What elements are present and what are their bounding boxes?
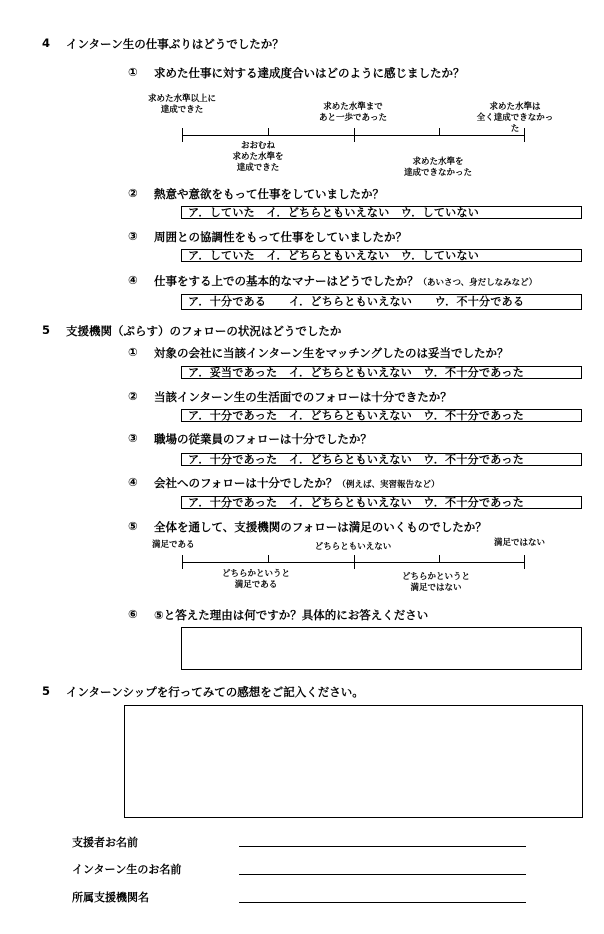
s5-q4-text: 会社へのフォローは十分でしたか？	[154, 476, 338, 490]
section4-number: 4	[42, 36, 51, 50]
s5-q2-answer-options[interactable]: ア．十分であった イ．どちらともいえない ウ．不十分であった	[181, 409, 582, 422]
s5-q4-question	[154, 475, 439, 491]
s4-q4-note: （あいさつ、身だしなみなど）	[418, 278, 538, 288]
s4-scale-label-4: 求めた水準を 達成できなかった	[403, 157, 472, 178]
s4-q2-number: ②	[128, 186, 138, 200]
section4-title: インターン生の仕事ぶりはどうでしたか？	[66, 37, 284, 51]
s5-scale-label-4: どちらかというと 満足ではない	[401, 572, 470, 593]
s5-q1-answer-options[interactable]: ア．妥当であった イ．どちらともいえない ウ．不十分であった	[181, 366, 582, 379]
impressions-answer-box[interactable]	[124, 705, 583, 818]
s5-q4-number: ④	[128, 475, 138, 489]
s5-q6-number: ⑥	[128, 607, 138, 621]
s4-q1-text: 求めた仕事に対する達成度合いはどのように感じましたか？	[154, 66, 465, 80]
s5-scale-tick-1	[182, 555, 183, 569]
s5-scale-tick-3	[354, 555, 355, 569]
s5-scale-tick-5	[524, 555, 525, 569]
s4-scale-label-3: 求めた水準まで あと一歩であった	[319, 102, 387, 123]
s5-q1-number: ①	[128, 345, 138, 359]
s5-q4-note: （例えば、実習報告など）	[337, 480, 440, 490]
s4-q4-text: 仕事をする上での基本的なマナーはどうでしたか？	[154, 274, 419, 288]
s5-q2-number: ②	[128, 389, 138, 403]
s4-q4-question	[154, 273, 537, 289]
s4-scale-tick-2	[268, 128, 269, 135]
agency-name-line[interactable]	[239, 902, 526, 903]
s4-scale-label-1: 求めた水準以上に 達成できた	[147, 94, 216, 115]
s5-scale-label-5: 満足ではない	[494, 538, 546, 548]
s5-q5-number: ⑤	[128, 519, 138, 533]
s4-scale-tick-3	[354, 128, 355, 142]
section5-number: 5	[42, 323, 51, 337]
s5-scale-tick-4	[439, 555, 440, 562]
s5-q2-text: 当該インターン生の生活面でのフォローは十分できたか？	[154, 390, 452, 404]
s5-q4-answer-options[interactable]: ア．十分であった イ．どちらともいえない ウ．不十分であった	[181, 496, 582, 509]
s5-scale-label-3: どちらともいえない	[314, 542, 392, 552]
s5-q6-text: ⑤と答えた理由は何ですか？具体的にお答えください	[154, 608, 429, 622]
s4-q2-text: 熱意や意欲をもって仕事をしていましたか？	[154, 187, 384, 201]
intern-name-label: インターン生のお名前	[72, 863, 182, 876]
section5-title: 支援機関（ぷらす）のフォローの状況はどうでしたか	[66, 324, 342, 338]
agency-name-label: 所属支援機関名	[72, 891, 149, 904]
s4-q2-answer-options[interactable]: ア．していた イ．どちらともいえない ウ．していない	[181, 206, 582, 219]
s4-q4-answer-options[interactable]: ア．十分である イ．どちらともいえない ウ．不十分である	[181, 294, 582, 310]
s5-q3-text: 職場の従業員のフォローは十分でしたか？	[154, 432, 372, 446]
section6-number: 5	[42, 684, 51, 698]
s5-scale-label-2: どちらかというと 満足である	[221, 569, 290, 590]
s4-scale-tick-4	[439, 128, 440, 135]
s5-q6-answer-box[interactable]	[181, 627, 582, 670]
s4-scale-label-5: 求めた水準は 全く達成できなかっ た	[476, 102, 554, 134]
supporter-name-line[interactable]	[239, 846, 526, 847]
supporter-name-label: 支援者お名前	[72, 836, 138, 849]
section6-title: インターンシップを行ってみての感想をご記入ください。	[66, 685, 364, 699]
s4-scale-tick-5	[524, 128, 525, 142]
s4-q3-number: ③	[128, 229, 138, 243]
s5-scale-label-1: 満足である	[152, 540, 195, 550]
intern-name-line[interactable]	[239, 874, 526, 875]
s4-q3-text: 周囲との協調性をもって仕事をしていましたか？	[154, 230, 407, 244]
s5-q5-text: 全体を通して、支援機関のフォローは満足のいくものでしたか？	[154, 520, 487, 534]
s4-scale-tick-1	[182, 128, 183, 142]
s5-q3-number: ③	[128, 431, 138, 445]
s5-q3-answer-options[interactable]: ア．十分であった イ．どちらともいえない ウ．不十分であった	[181, 453, 582, 466]
s5-q1-text: 対象の会社に当該インターン生をマッチングしたのは妥当でしたか？	[154, 346, 509, 360]
s4-q1-number: ①	[128, 65, 138, 79]
s5-scale-tick-2	[268, 555, 269, 562]
s4-q4-number: ④	[128, 273, 138, 287]
s4-scale-label-2: おおむね 求めた水準を 達成できた	[232, 141, 284, 173]
s4-q3-answer-options[interactable]: ア．していた イ．どちらともいえない ウ．していない	[181, 249, 582, 262]
